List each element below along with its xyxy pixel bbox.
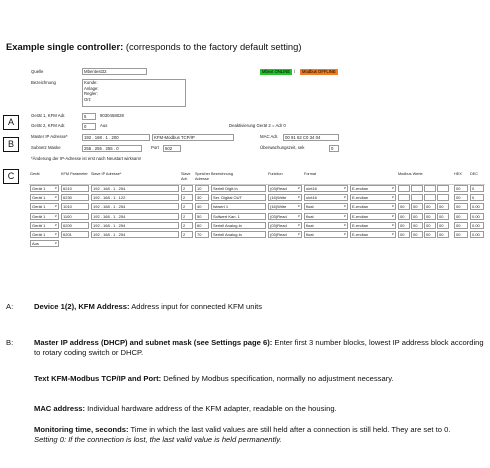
modbus-values	[398, 194, 452, 201]
slave-ip-input[interactable]: 192 . 168 . 1 . 254	[91, 185, 179, 192]
register-table	[29, 172, 485, 248]
master-ip-label: Master IP Adresse*	[31, 134, 68, 139]
ip-block: 168	[103, 222, 110, 228]
col-header: Bezeichnung	[210, 172, 267, 184]
desc-b	[6, 338, 490, 358]
kfm-parameter-input[interactable]: 6201	[61, 231, 89, 238]
hex-value: 00	[454, 222, 468, 229]
ip-block: 1	[113, 195, 116, 201]
desc-a	[6, 302, 486, 312]
para-mac-title: MAC address:	[34, 404, 86, 413]
modbus-byte: 00	[398, 231, 410, 238]
hex-value: 00	[454, 231, 468, 238]
table-row	[29, 202, 485, 211]
ip-block: 122	[118, 195, 126, 201]
register-name[interactable]: Seriell Analog.In	[211, 231, 266, 238]
modbus-byte: 00	[437, 222, 449, 229]
slave-address-input[interactable]: 2	[181, 213, 193, 220]
geraet1-label: Gerät 1, KFM Adr.	[31, 113, 66, 118]
geraet1-address-input[interactable]: 5	[82, 113, 96, 120]
master-ip-input[interactable]: 192 . 168 . 1 . 200	[82, 134, 150, 141]
status-separator: /	[294, 69, 296, 74]
ip-block: 168	[94, 135, 102, 140]
col-header: Modbus Werte	[397, 172, 453, 184]
para-monitoring	[34, 425, 484, 445]
modbus-byte: 00	[398, 203, 410, 210]
modbus-byte: 00	[411, 222, 423, 229]
desc-a-text: Address input for connected KFM units	[129, 302, 263, 311]
para-monitoring-title: Monitoring time, seconds:	[34, 425, 129, 434]
para-monitoring-note: Setting 0: If the connection is lost, the last valid value is held permanently.	[34, 435, 282, 444]
col-header: Slave Adr.	[180, 172, 194, 184]
modbus-byte: 00	[424, 222, 436, 229]
ip-block: 168	[103, 232, 110, 238]
bezeichnung-label: Bezeichnung	[31, 80, 56, 85]
modbus-byte	[411, 185, 423, 192]
geraet-select[interactable]: Gerät 1 ∨	[30, 194, 59, 201]
quelle-field[interactable]: Mbentest32	[82, 68, 147, 75]
deaktivierung-note: Deaktivierung Gerät 2 = Adr 0	[229, 123, 286, 128]
modbus-byte	[398, 185, 410, 192]
memory-address-input[interactable]: 70	[195, 231, 209, 238]
format-select[interactable]: float ∨	[304, 213, 348, 220]
ip-block: 192	[84, 135, 92, 140]
ip-change-footnote: *Änderung der IP-Adresse ist erst nach Neustart wirksam!	[31, 156, 142, 161]
table-row	[29, 230, 485, 239]
slave-address-input[interactable]: 2	[181, 185, 193, 192]
modbus-values	[398, 203, 452, 210]
col-header: Funktion	[267, 172, 303, 184]
ip-block: 200	[111, 135, 119, 140]
ip-block: 254	[118, 186, 126, 192]
endian-select[interactable]: E-endian ∨	[350, 194, 396, 201]
col-header: Gerät	[29, 172, 60, 184]
hex-value: 00	[454, 203, 468, 210]
ip-block: 254	[118, 232, 126, 238]
modbus-byte	[424, 185, 436, 192]
ip-block: 1	[113, 213, 116, 219]
ip-block: 192	[93, 186, 100, 192]
kfm-parameter-input[interactable]: 1100	[61, 213, 89, 220]
status-offline-badge: Modbus OFFLINE	[302, 69, 336, 74]
ip-block: 254	[118, 204, 126, 210]
quelle-label: Quelle	[31, 69, 44, 74]
geraet-select[interactable]: Gerät 1 ∨	[30, 203, 59, 210]
desc-b-title: Master IP address (DHCP) and subnet mask (see Settings page 6):	[34, 338, 273, 347]
modbus-byte: 00	[424, 203, 436, 210]
modbus-values	[398, 222, 452, 229]
format-select[interactable]: uint16 ∨	[304, 185, 348, 192]
memory-address-input[interactable]: 30	[195, 194, 209, 201]
subnet-input[interactable]: 255 . 255 . 255 . 0	[82, 145, 142, 152]
col-header: Slave IP Adresse*	[90, 172, 180, 184]
modbus-values	[398, 185, 452, 192]
slave-address-input[interactable]: 2	[181, 203, 193, 210]
mac-field[interactable]: 00 91 62 C0 34 04	[283, 134, 339, 141]
heading-title: Example single controller:	[6, 41, 124, 52]
modbus-byte: 00	[424, 231, 436, 238]
modbus-byte	[411, 194, 423, 201]
subnet-block: 255	[105, 146, 113, 151]
ip-block: 254	[118, 222, 126, 228]
dec-value: 0.00	[470, 213, 484, 220]
ip-block: 168	[103, 195, 110, 201]
modbus-byte: 00	[424, 213, 436, 220]
subnet-block: 255	[84, 146, 92, 151]
slave-address-input[interactable]: 2	[181, 231, 193, 238]
endian-select[interactable]: E-endian ∨	[350, 231, 396, 238]
memory-address-input[interactable]: 40	[195, 203, 209, 210]
subnet-block: 0	[116, 146, 119, 151]
format-select[interactable]: uint16 ∨	[304, 194, 348, 201]
para-kfm-title: Text KFM-Modbus TCP/IP and Port:	[34, 374, 162, 383]
ip-block: 1	[113, 204, 116, 210]
table-header-row	[29, 172, 485, 184]
modbus-byte: 00	[411, 231, 423, 238]
slave-ip-input[interactable]: 192 . 168 . 1 . 122	[91, 194, 179, 201]
table-row	[29, 221, 485, 230]
geraet-select[interactable]: Gerät 1 ∨	[30, 213, 59, 220]
dec-value: 0.00	[470, 222, 484, 229]
monitoring-label: Überwachungszeit, sek	[260, 145, 305, 150]
status-online-badge: Mbext ONLINE	[262, 69, 291, 74]
ip-block: 192	[93, 222, 100, 228]
slave-ip-input[interactable]: 192 . 168 . 1 . 254	[91, 203, 179, 210]
table-row	[29, 212, 485, 221]
modbus-byte: 00	[437, 231, 449, 238]
register-name[interactable]: Ser. Digital OUT	[211, 194, 266, 201]
table-row	[29, 193, 485, 202]
dec-value: 0.00	[470, 231, 484, 238]
kfm-parameter-input[interactable]: 6200	[61, 222, 89, 229]
function-select[interactable]: (03)Read ∨	[268, 222, 302, 229]
slave-ip-input[interactable]: 192 . 168 . 1 . 254	[91, 231, 179, 238]
col-header	[349, 172, 397, 184]
ip-block: 192	[93, 213, 100, 219]
dec-value: 0	[470, 194, 484, 201]
modbus-byte: 00	[411, 213, 423, 220]
endian-select[interactable]: E-endian ∨	[350, 213, 396, 220]
callout-c: C	[3, 169, 19, 184]
geraet-select[interactable]: Gerät 1 ∨	[30, 231, 59, 238]
modbus-byte	[437, 185, 449, 192]
bezeichnung-line: Anlage:	[84, 85, 99, 91]
function-select[interactable]: (03)Read ∨	[268, 231, 302, 238]
function-select[interactable]: (03)Read ∨	[268, 185, 302, 192]
table-row	[29, 184, 485, 193]
geraet1-name: 9030458028	[100, 113, 124, 118]
bezeichnung-line: Ort:	[84, 96, 92, 102]
modbus-values	[398, 231, 452, 238]
ip-block: 168	[103, 204, 110, 210]
col-header: Format	[303, 172, 349, 184]
endian-select[interactable]: E-endian ∨	[350, 222, 396, 229]
bezeichnung-field[interactable]	[82, 79, 186, 107]
desc-a-title: Device 1(2), KFM Address:	[34, 302, 130, 311]
para-mac	[34, 404, 484, 414]
endian-select[interactable]: E-endian ∨	[350, 185, 396, 192]
bezeichnung-line: Regler:	[84, 91, 98, 97]
para-monitoring-text: Time in which the last valid values are still held after a connection is still held. They are set to 0.	[128, 425, 451, 434]
callout-b: B	[3, 137, 19, 152]
geraet2-name: Aus	[100, 123, 108, 128]
para-kfm-modbus	[34, 374, 484, 384]
ip-block: 1	[113, 186, 116, 192]
memory-address-input[interactable]: 60	[195, 222, 209, 229]
ip-block: 1	[113, 232, 116, 238]
dec-value: 0.00	[470, 203, 484, 210]
memory-address-input[interactable]: 10	[195, 185, 209, 192]
geraet-select[interactable]: Aus ∨	[30, 240, 59, 247]
register-name[interactable]: Seriell Digit.In	[211, 185, 266, 192]
table-row-empty	[29, 239, 485, 248]
ip-block: 192	[93, 195, 100, 201]
modbus-values	[398, 213, 452, 220]
slave-address-input[interactable]: 2	[181, 194, 193, 201]
monitoring-input[interactable]: 0	[329, 145, 339, 152]
ip-block: 1	[113, 222, 116, 228]
kfm-parameter-input[interactable]: 6230	[61, 194, 89, 201]
subnet-label: Subnetz Maske	[31, 145, 61, 150]
hex-value: 00	[454, 213, 468, 220]
desc-b-label: B:	[6, 338, 14, 347]
desc-b-text: Enter first 3 number blocks, lowest IP address block according to rotary coding switch or DHCP.	[34, 338, 484, 357]
kfm-parameter-input[interactable]: 1010	[61, 203, 89, 210]
protocol-field[interactable]: KFM-Modbus TCP/IP	[152, 134, 234, 141]
port-input[interactable]: 502	[163, 145, 181, 152]
slave-ip-input[interactable]: 192 . 168 . 1 . 254	[91, 222, 179, 229]
ip-block: 168	[103, 213, 110, 219]
col-header: DEC	[469, 172, 485, 184]
bezeichnung-line: Kunde:	[84, 80, 98, 85]
format-select[interactable]: float ∨	[304, 231, 348, 238]
ip-block: 254	[118, 213, 126, 219]
modbus-byte	[398, 194, 410, 201]
ip-block: 168	[103, 186, 110, 192]
modbus-byte	[424, 194, 436, 201]
para-mac-text: Individual hardware address of the KFM adapter, readable on the housing.	[85, 404, 337, 413]
modbus-byte	[437, 194, 449, 201]
register-name[interactable]: Seriell Analog.In	[211, 222, 266, 229]
ip-block: 1	[105, 135, 108, 140]
ip-block: 192	[93, 232, 100, 238]
memory-address-input[interactable]: 50	[195, 213, 209, 220]
modbus-byte: 00	[437, 213, 449, 220]
kfm-parameter-input[interactable]: 6210	[61, 185, 89, 192]
col-header: Speicher Adresse	[194, 172, 210, 184]
subnet-block: 255	[94, 146, 102, 151]
geraet2-label: Gerät 2, KFM Adr.	[31, 123, 66, 128]
format-select[interactable]: float ∨	[304, 222, 348, 229]
register-name[interactable]: Istwert 1	[211, 203, 266, 210]
modbus-byte: 00	[398, 213, 410, 220]
hex-value: 00	[454, 185, 468, 192]
mac-label: MAC Adr.	[260, 134, 279, 139]
function-select[interactable]: (16)Write ∨	[268, 194, 302, 201]
callout-a: A	[3, 115, 19, 130]
heading-subtitle: (corresponds to the factory default setting)	[125, 41, 302, 52]
geraet-select[interactable]: Gerät 1 ∨	[30, 222, 59, 229]
col-header: HEX	[453, 172, 469, 184]
function-select[interactable]: (03)Read ∨	[268, 213, 302, 220]
config-screenshot	[27, 66, 486, 262]
para-kfm-text: Defined by Modbus specification, normally no adjustment necessary.	[161, 374, 394, 383]
modbus-byte: 00	[411, 203, 423, 210]
endian-select[interactable]: E-endian ∨	[350, 203, 396, 210]
geraet-select[interactable]: Gerät 1 ∨	[30, 185, 59, 192]
modbus-byte: 00	[437, 203, 449, 210]
ip-block: 192	[93, 204, 100, 210]
format-select[interactable]: float ∨	[304, 203, 348, 210]
function-select[interactable]: (16)Write ∨	[268, 203, 302, 210]
example-heading	[6, 41, 301, 52]
dec-value: 0	[470, 185, 484, 192]
modbus-byte: 00	[398, 222, 410, 229]
geraet2-address-input[interactable]: 0	[82, 123, 96, 130]
slave-ip-input[interactable]: 192 . 168 . 1 . 254	[91, 213, 179, 220]
hex-value: 00	[454, 194, 468, 201]
slave-address-input[interactable]: 2	[181, 222, 193, 229]
col-header: KFM Parameter	[60, 172, 90, 184]
register-name[interactable]: Sollwert Kan. 1	[211, 213, 266, 220]
desc-a-label: A:	[6, 302, 14, 311]
port-label: Port	[151, 145, 159, 150]
